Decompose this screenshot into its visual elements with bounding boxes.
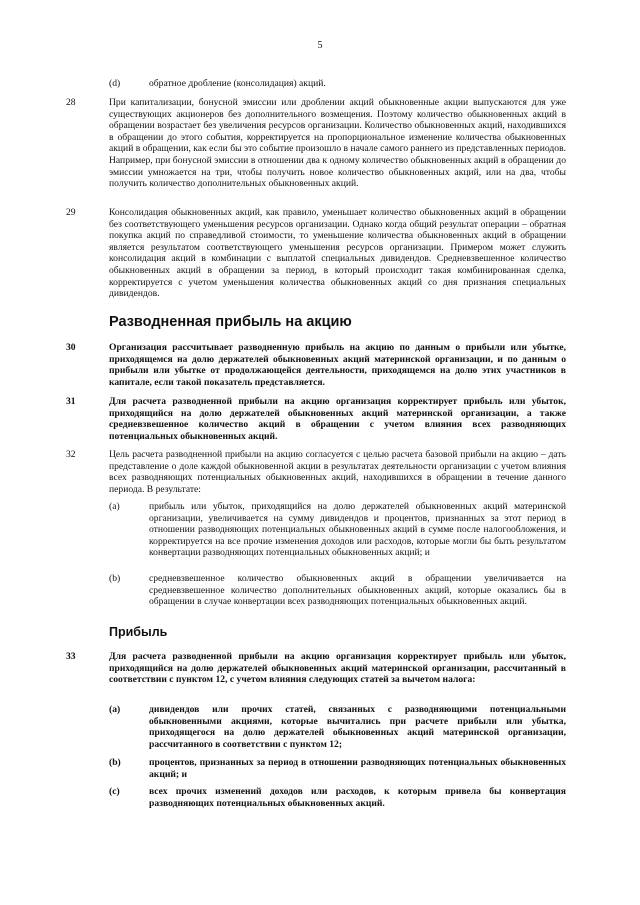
paragraph-text: Для расчета разводненной прибыли на акцию организация корректирует прибыль или убыток, приходящийся на долю держателей обыкновенных акций материнской организации, а также средневзвешенное количество акций в обращении с учетом влияния всех разводняющих потенциальных обыкновенных акций. [109,396,566,442]
item-text: обратное дробление (консолидация) акций. [149,78,326,89]
paragraph-number: 29 [66,207,76,218]
paragraph-number: 30 [66,342,76,353]
item-label: (d) [109,78,121,89]
paragraph-text: Консолидация обыкновенных акций, как правило, уменьшает количество обыкновенных акций в обращении без соответствующего уменьшения ресурсов организации. Однако когда общий результат операции – обратная покупка акций по справедливой стоимости, то уменьшение количества обыкновенных акций в обращении является результатом соответствующего уменьшения ресурсов организации. Примером может служить консолидация акций в комбинации с выплатой специальных дивидендов. Средневзвешенное количество обыкновенных акций в обращении за период, в который происходит такая комбинированная сделка, корректируется с учетом уменьшения количества обыкновенных акций со дня признания специальных дивидендов. [109,207,566,300]
paragraph-text: Организация рассчитывает разводненную прибыль на акцию по данным о прибыли или убытке, приходящемся на долю держателей обыкновенных акций материнской организации, и по данным о прибыли или убытке от продолжающейся деятельности, приходящемся на долю этих участников в капитале, если такой показатель представляется. [109,342,566,388]
item-label: (b) [109,757,121,768]
item-text: дивидендов или прочих статей, связанных с разводняющими потенциальными обыкновенными акциями, которые вычитались при расчете прибыли или убытка, приходящегося на долю держателей обыкновенных акций материнской организации, рассчитанного в соответствии с пунктом 12; [149,704,566,750]
paragraph-number: 32 [66,449,76,460]
paragraph-number: 33 [66,651,76,662]
section-heading-profit: Прибыль [109,625,168,639]
item-label: (a) [109,704,121,715]
paragraph-text: При капитализации, бонусной эмиссии или дроблении акций обыкновенные акции выпускаются для уже существующих акционеров без дополнительного возмещения. Поэтому количество обыкновенных акций в обращении возрастает без увеличения ресурсов организации. Количество обыкновенных акций, находившихся в обращении до этого события, корректируется на пропорциональное изменение количества обыкновенных акций в обращении, как если бы это событие произошло в начале самого раннего из представленных периодов. Например, при бонусной эмиссии в отношении два к одному количество обыкновенных акций в обращении до эмиссии умножается на три, чтобы получить новое количество обыкновенных акций, или на два, чтобы получить количество дополнительных обыкновенных акций. [109,97,566,190]
item-text: всех прочих изменений доходов или расходов, к которым привела бы конвертация разводняющих потенциальных обыкновенных акций. [149,786,566,809]
item-label: (a) [109,501,120,512]
paragraph-text: Для расчета разводненной прибыли на акцию организация корректирует прибыль или убыток, приходящийся на долю держателей обыкновенных акций материнской организации, рассчитанный в соответствии с пунктом 12, с учетом влияния следующих статей за вычетом налога: [109,651,566,686]
page-number: 5 [317,40,323,51]
item-label: (c) [109,786,120,797]
paragraph-number: 31 [66,396,76,407]
paragraph-text: Цель расчета разводненной прибыли на акцию согласуется с целью расчета базовой прибыли на акцию – дать представление о доле каждой обыкновенной акции в результатах деятельности организации с учетом влияния всех разводняющих потенциальных обыкновенных акций, находившихся в обращении в течение данного периода. В результате: [109,449,566,495]
item-text: средневзвешенное количество обыкновенных акций в обращении увеличивается на средневзвешенное количество дополнительных обыкновенных акций, которые оказались бы в обращении в случае конвертации всех разводняющих потенциальных обыкновенных акций. [149,573,566,608]
item-text: процентов, признанных за период в отношении разводняющих потенциальных обыкновенных акций; и [149,757,566,780]
section-heading-diluted: Разводненная прибыль на акцию [109,314,352,330]
paragraph-number: 28 [66,97,76,108]
item-label: (b) [109,573,121,584]
item-text: прибыль или убыток, приходящийся на долю держателей обыкновенных акций материнской организации, увеличивается на сумму дивидендов и процентов, признанных за этот период в отношении разводняющих потенциальных обыкновенных акций в сумме после налогообложения, и корректируется на все прочие изменения доходов или расходов, которые могли бы быть результатом конвертации разводняющих потенциальных обыкновенных акций; и [149,501,566,559]
